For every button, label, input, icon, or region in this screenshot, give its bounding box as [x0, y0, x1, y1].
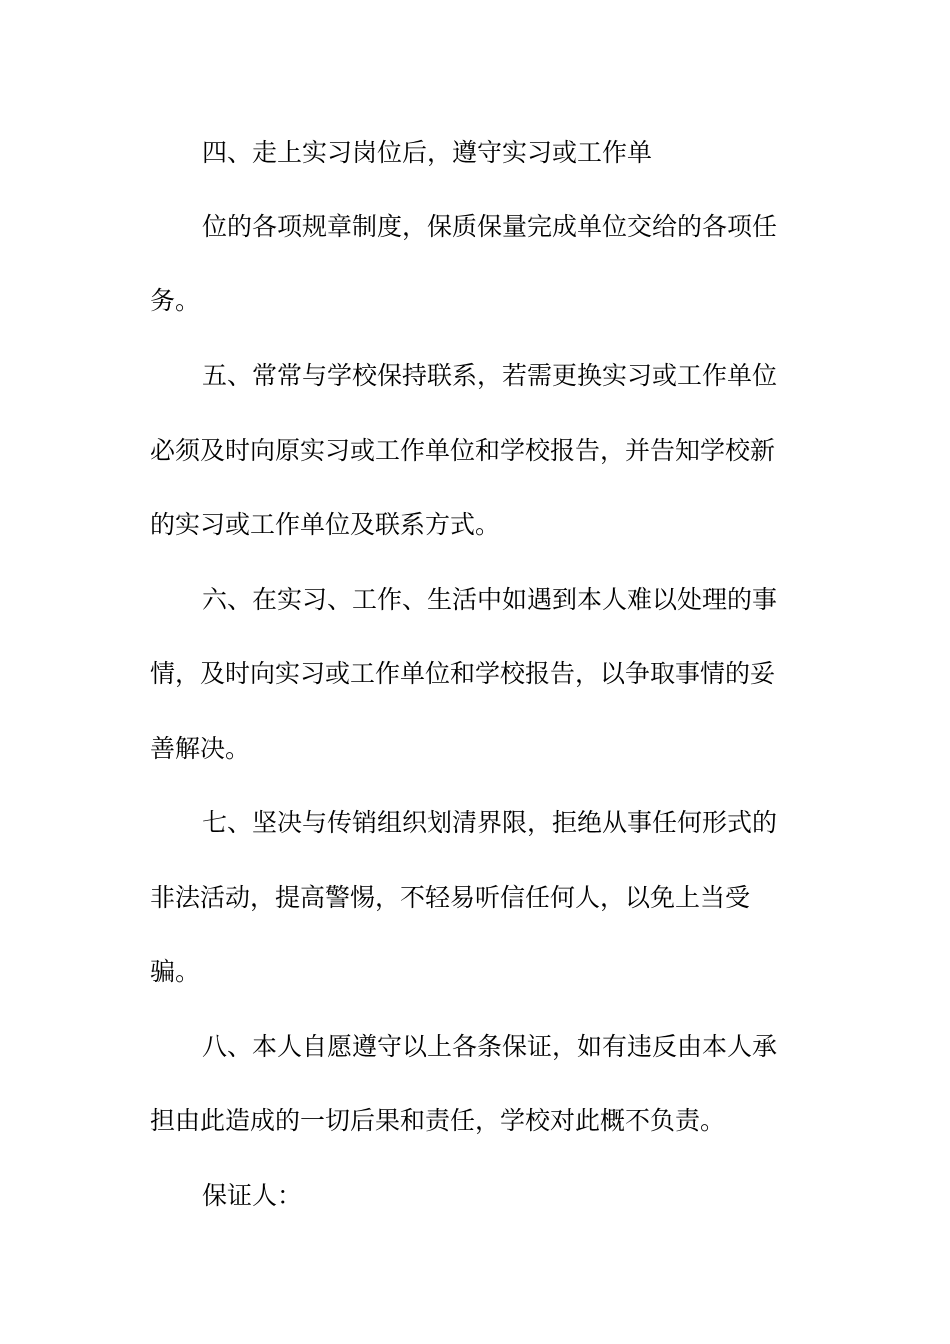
item-8-line-2: 担由此造成的一切后果和责任，学校对此概不负责。: [150, 1106, 726, 1135]
item-5-line-3: 的实习或工作单位及联系方式。: [150, 510, 501, 539]
item-5-line-1: 五、常常与学校保持联系，若需更换实习或工作单位: [202, 361, 778, 390]
item-6-line-1: 六、在实习、工作、生活中如遇到本人难以处理的事: [202, 585, 778, 614]
item-4-line-1: 四、走上实习岗位后，遵守实习或工作单: [202, 138, 653, 167]
item-6-line-2: 情，及时向实习或工作单位和学校报告，以争取事情的妥: [150, 659, 776, 688]
item-5-line-2: 必须及时向原实习或工作单位和学校报告，并告知学校新: [150, 436, 776, 465]
item-8-line-1: 八、本人自愿遵守以上各条保证，如有违反由本人承: [202, 1032, 778, 1061]
item-4-line-2: 位的各项规章制度，保质保量完成单位交给的各项任: [202, 212, 778, 241]
item-7-line-2: 非法活动，提高警惕，不轻易听信任何人，以免上当受: [150, 883, 751, 912]
item-7-line-3: 骗。: [150, 957, 201, 986]
item-7-line-1: 七、坚决与传销组织划清界限，拒绝从事任何形式的: [202, 808, 778, 837]
item-6-line-3: 善解决。: [150, 734, 251, 763]
item-4-line-3: 务。: [150, 286, 201, 315]
guarantor-label: 保证人：: [202, 1181, 303, 1210]
